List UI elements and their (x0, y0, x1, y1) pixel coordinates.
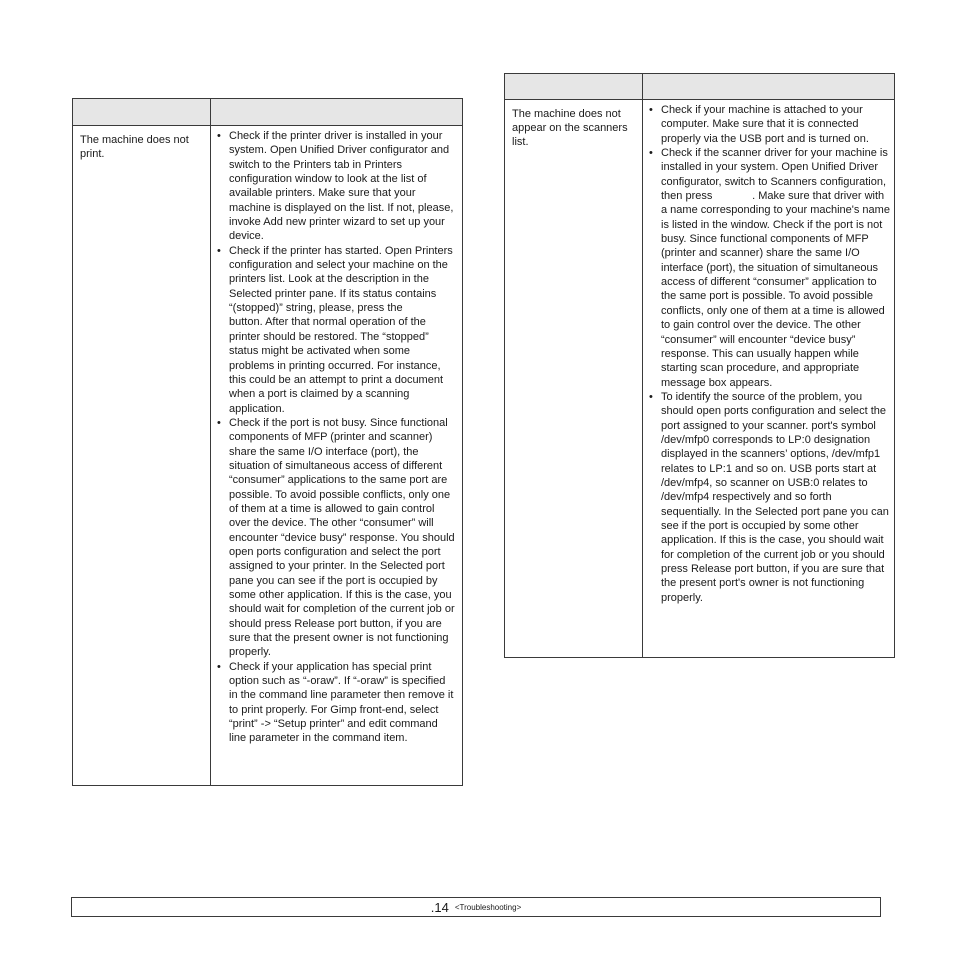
solution-list (211, 126, 462, 746)
solution-text: Check if your machine is attached to your computer. Make sure that it is connected properly via the USB port and is turned on. (661, 104, 869, 145)
header-cell-problem (73, 99, 211, 125)
troubleshooting-table-scanning (504, 73, 895, 658)
table-header (505, 74, 894, 100)
solution-text: Check if the printer driver is installed in your system. Open Unified Driver configurator and switch to the Printers tab in Printers configuration window to look at the list of available printers. Make sure that your machine is displayed on the list. If not, please, invoke Add new printer wizard to set up your device. (229, 130, 454, 243)
solution-text: To identify the source of the problem, you should open ports configuration and select the port assigned to your scanner. port's symbol /dev/mfp0 corresponds to LP:0 designation displayed in the scanners’ options, /dev/mfp1 relates to LP:1 and so on. USB ports start at /dev/mfp4, so scanner on USB:0 relates to /dev/mfp4 respectively and so forth sequentially. In the Selected port pane you can see if the port is occupied by some other application. If this is the case, you should wait for completion of the current job or you should press Release port button, if you are sure that the present port's owner is not functioning properly. (661, 390, 889, 604)
solution-text: Check if your application has special print option such as “-oraw”. If “-oraw” is specified in the command line parameter then remove it to print properly. For Gimp front-end, select “print” -> “Setup printer” and edit command line parameter in the command item. (229, 660, 454, 745)
solution-item (643, 146, 890, 390)
bullet-icon: • (649, 390, 653, 403)
header-cell-solution (211, 99, 462, 125)
bullet-icon: • (649, 147, 653, 160)
bullet-icon: • (217, 416, 221, 429)
solution-item (211, 244, 456, 416)
solution-text: Check if the port is not busy. Since functional components of MFP (printer and scanner) share the same I/O interface (port), the situation of simultaneous access of different “consumer” applications to the same port are possible. To avoid possible conflicts, only one of them at a time is allowed to gain control over the device. The other “consumer” will encounter “device busy” response. You should open ports configuration and select the port assigned to your printer. In the Selected port pane you can see if the port is occupied by some other application. If this is the case, you should wait for completion of the current job or should press Release port button, if you are sure that the present owner is not functioning properly. (229, 416, 455, 659)
bullet-icon: • (217, 130, 221, 142)
troubleshooting-table-printing (72, 98, 463, 786)
solution-text: Check if the scanner driver for your machine is installed in your system. Open Unified Driver configurator, switch to Scanners configuration, then press . Make sure that driver with a name corresponding to your machine's name is listed in the window. Check if the port is not busy. Since functional components of MFP (printer and scanner) share the same I/O interface (port), the situation of simultaneous access of different “consumer” application to the same port is possible. To avoid possible conflicts, only one of them at a time is allowed to gain control over the device. The other “consumer” will encounter “device busy” response. This can usually happen while starting scan procedure, and appropriate message box appears. (661, 147, 890, 389)
solution-item (211, 660, 456, 746)
solution-list (643, 100, 894, 605)
solution-item (643, 390, 890, 605)
section-label: <Troubleshooting> (454, 902, 522, 912)
solution-text: Check if the printer has started. Open Printers configuration and select your machine on the printers list. Look at the description in the Selected printer pane. If its status contains “(stopped)” string, please, press the button. After that normal operation of the printer should be restored. The “stopped” status might be activated when some problems in printing occurred. For instance, this could be an attempt to print a document when a port is claimed by a scanning application. (229, 244, 453, 415)
header-cell-problem (505, 74, 643, 99)
table-header (73, 99, 462, 126)
table-row (505, 100, 894, 657)
table-row (73, 126, 462, 785)
page-number: .14 (430, 899, 449, 915)
header-cell-solution (643, 74, 894, 99)
solution-item (643, 103, 890, 146)
solution-item (211, 416, 456, 660)
solution-cell (643, 100, 894, 657)
problem-cell: The machine does not print. (73, 126, 211, 785)
solution-cell (211, 126, 462, 785)
problem-cell: The machine does not appear on the scanners list. (505, 100, 643, 657)
page-footer (71, 897, 881, 917)
bullet-icon: • (217, 244, 221, 257)
bullet-icon: • (649, 104, 653, 116)
solution-item (211, 129, 456, 244)
bullet-icon: • (217, 660, 221, 673)
